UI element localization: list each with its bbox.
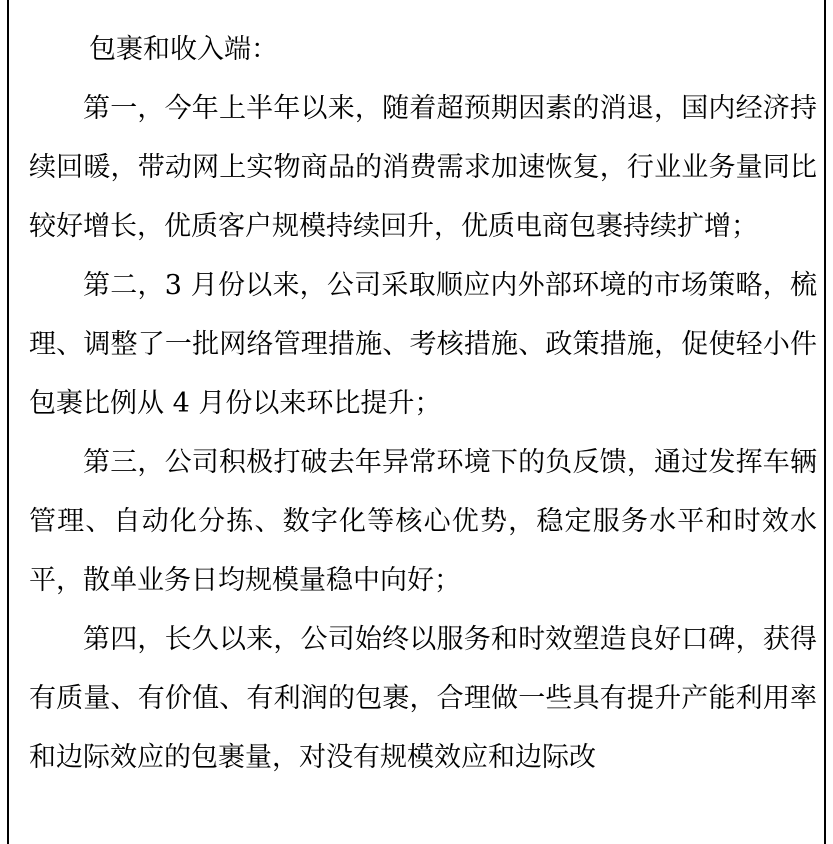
paragraph-intro: 包裹和收入端： [89, 34, 278, 65]
paragraph-point-4: 第四，长久以来，公司始终以服务和时效塑造良好口碑，获得有质量、有价值、有利润的包裹，合理做一些具有提升产能利用率和边际效应的包裹量，对没有规模效应和边际改 [29, 624, 817, 773]
document-frame [7, 0, 826, 844]
paragraph-point-3: 第三，公司积极打破去年异常环境下的负反馈，通过发挥车辆管理、自动化分拣、数字化等核心优势，稳定服务水平和时效水平，散单业务日均规模量稳中向好； [29, 447, 817, 596]
paragraph-point-1: 第一，今年上半年以来，随着超预期因素的消退，国内经济持续回暖，带动网上实物商品的消费需求加速恢复，行业业务量同比较好增长，优质客户规模持续回升，优质电商包裹持续扩增； [29, 93, 817, 242]
paragraph-point-2: 第二，3 月份以来，公司采取顺应内外部环境的市场策略，梳理、调整了一批网络管理措施、考核措施、政策措施，促使轻小件包裹比例从 4 月份以来环比提升； [29, 270, 817, 419]
document-body [29, 20, 817, 787]
